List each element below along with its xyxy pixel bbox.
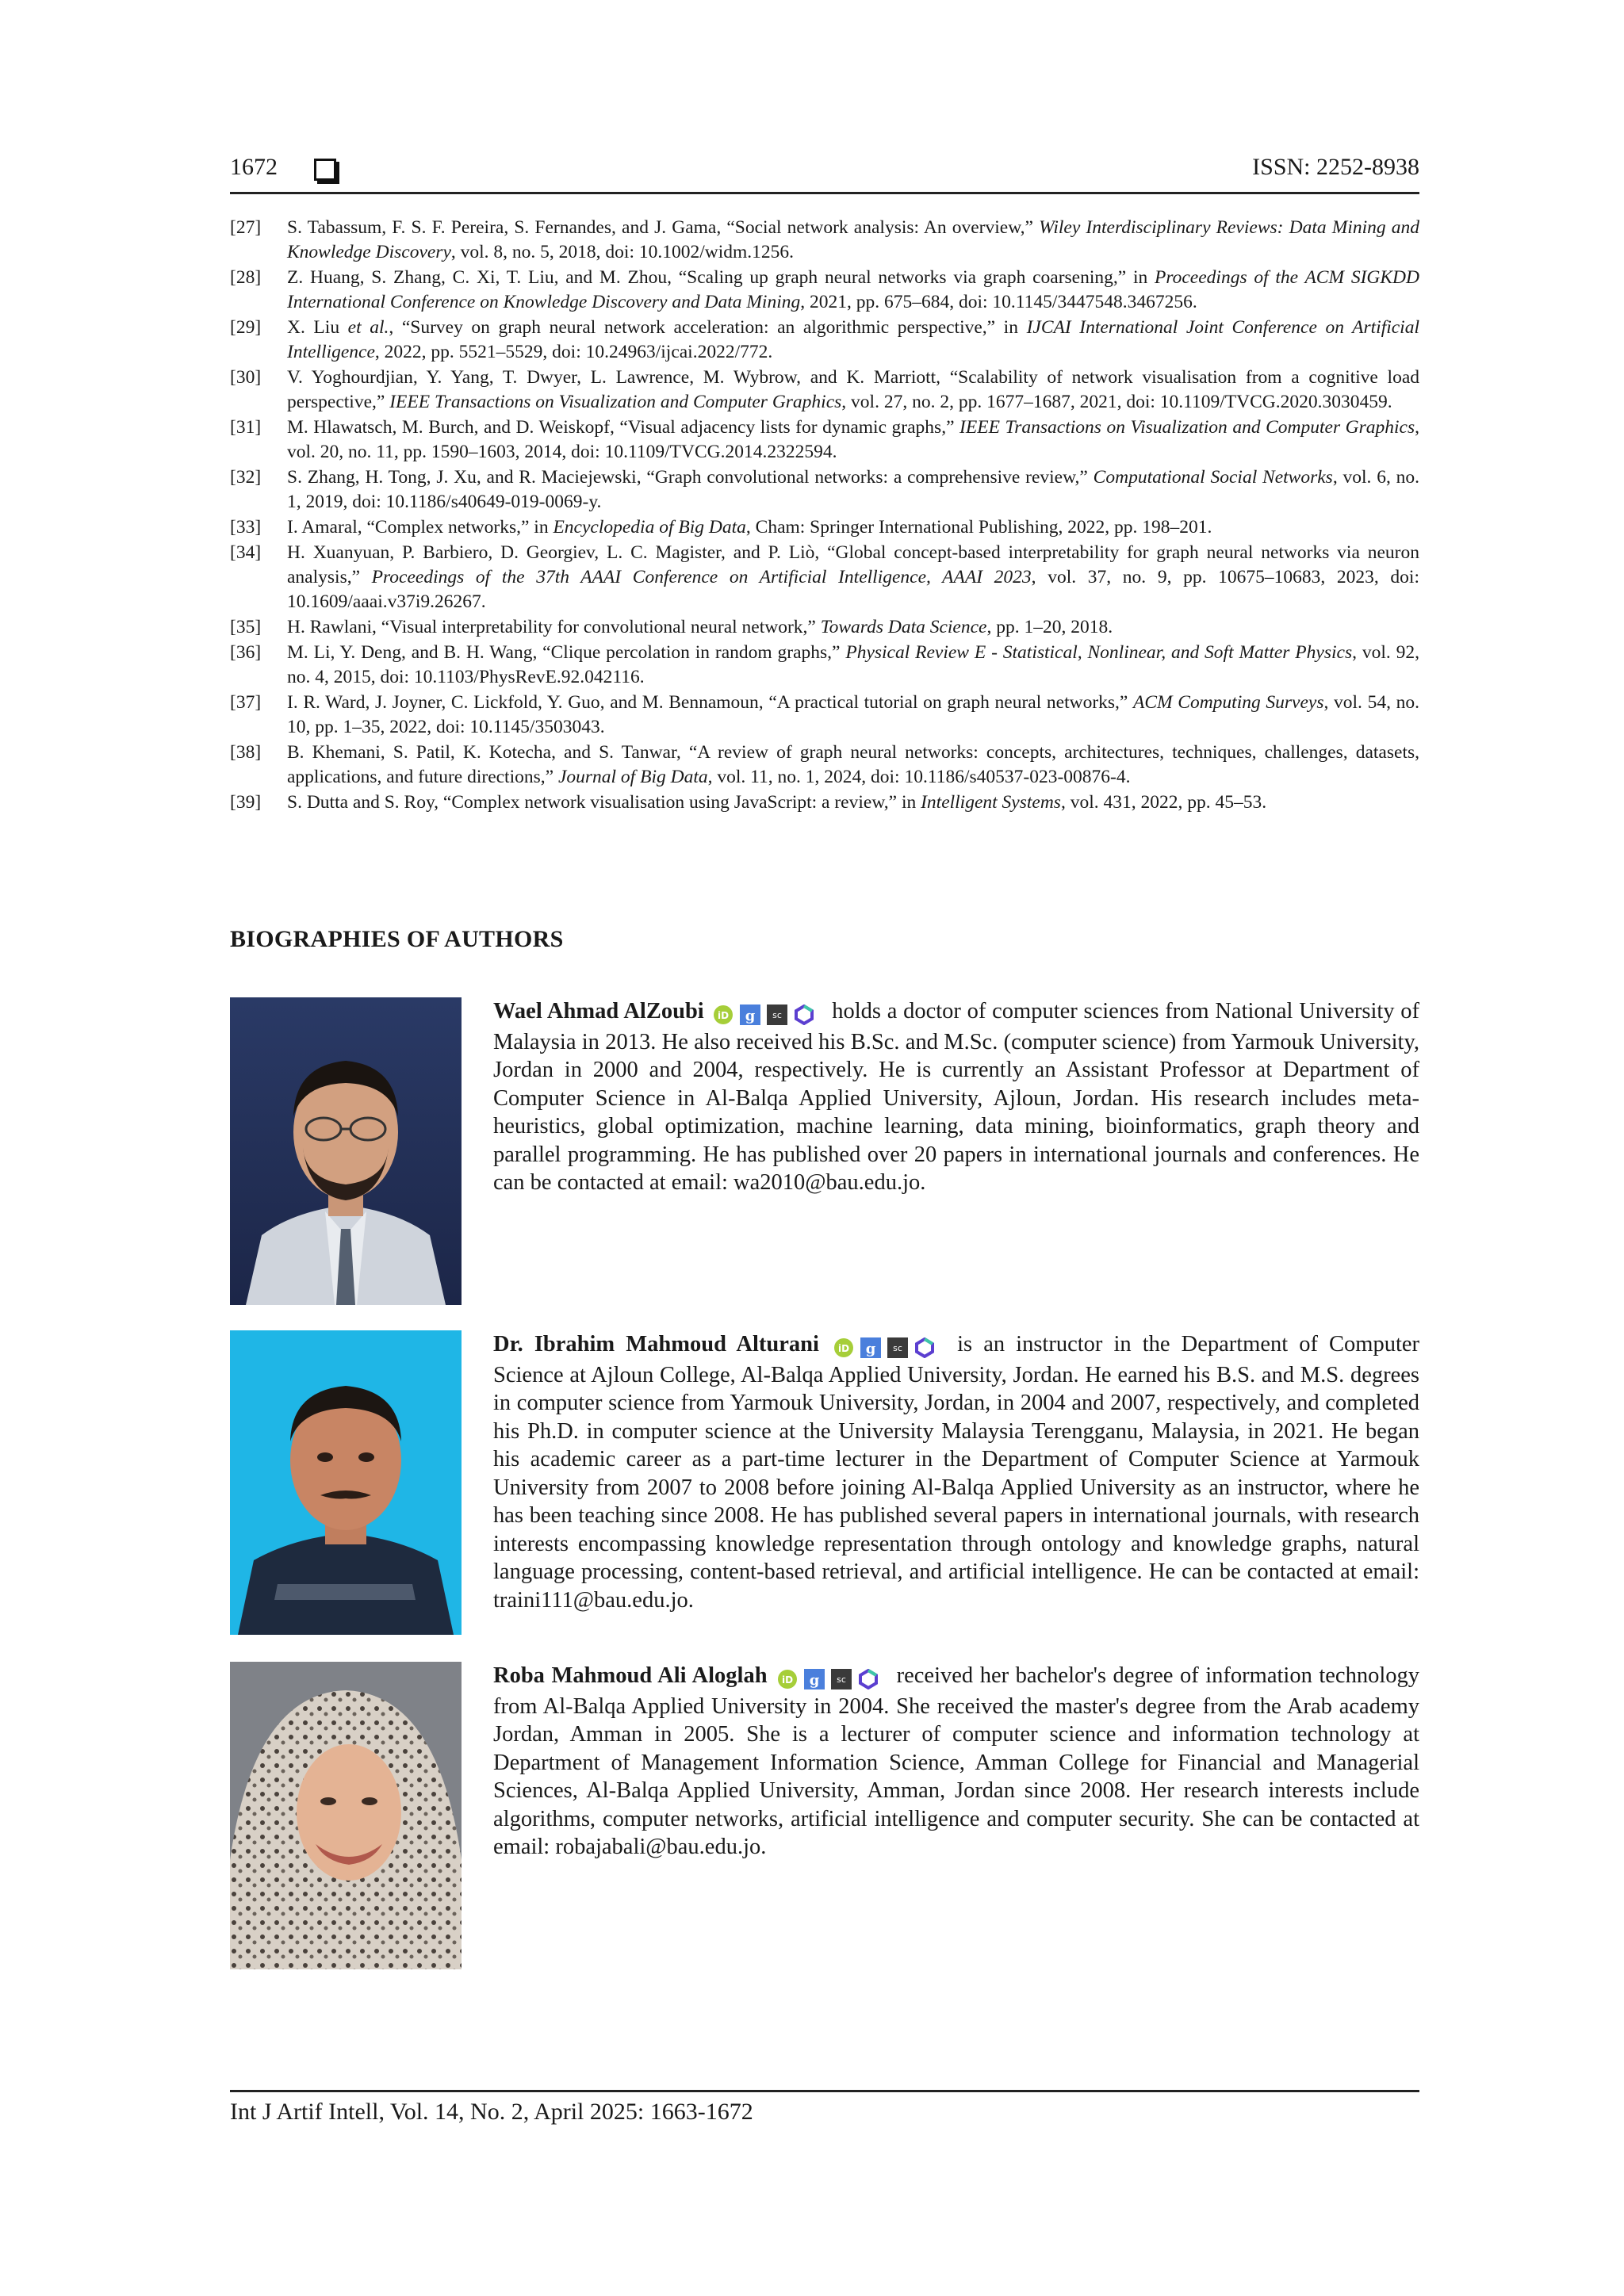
reference-text	[287, 216, 1419, 265]
reference-item	[230, 415, 1419, 465]
reference-text	[287, 415, 1419, 465]
reference-segment: , vol. 54, no. 10, pp. 1–35, 2022, doi: 10.1145/3503043.	[287, 692, 1419, 737]
reference-segment: , vol. 20, no. 11, pp. 1590–1603, 2014, doi: 10.1109/TVCG.2014.2322594.	[287, 417, 1419, 462]
reference-segment: , “Survey on graph neural network acceleration: an algorithmic perspective,” in	[389, 317, 1027, 338]
author-bio-body: is an instructor in the Department of Computer Science at Ajloun College, Al-Balqa Applied University, Jordan. He earned his B.S. and M.S. degrees in computer science from Yarmouk University, Jordan, in 2004 and 2007, respectively, and completed his Ph.D. in computer science at the University Malaysia Terengganu, Malaysia, in 2021. He began his academic career as a part-time lecturer in the Department of Computer Science at Yarmouk University from 2007 to 2008 before joining Al-Balqa Applied University as an instructor, where he has been teaching since 2008. He has published several papers in international journals, with research interests encompassing knowledge representation through ontology and knowledge graphs, natural language processing, content-based retrieval, and artificial intelligence. He can be contacted at email: traini111@bau.edu.jo.	[493, 1332, 1420, 1613]
profile-icons	[713, 1000, 821, 1028]
reference-list	[230, 216, 1419, 816]
scopus-icon[interactable]	[831, 1669, 852, 1689]
reference-number: [29]	[230, 317, 262, 338]
reference-item	[230, 541, 1419, 614]
author-name: Dr. Ibrahim Mahmoud Alturani	[493, 1332, 819, 1357]
reference-text	[287, 316, 1419, 365]
reference-number: [30]	[230, 367, 262, 388]
reference-item	[230, 691, 1419, 740]
reference-item	[230, 641, 1419, 690]
author-bio-text-2	[493, 1330, 1419, 1614]
reference-item	[230, 790, 1419, 815]
reference-venue: Wiley Interdisciplinary Reviews: Data Mining and Knowledge Discovery	[287, 217, 1419, 262]
reference-segment: X. Liu	[287, 317, 348, 338]
reference-text	[287, 465, 1419, 515]
author-photo-2	[230, 1330, 462, 1635]
reference-item	[230, 365, 1419, 415]
reference-segment: H. Rawlani, “Visual interpretability for convolutional neural network,”	[287, 617, 821, 637]
reference-segment: B. Khemani, S. Patil, K. Kotecha, and S. Tanwar, “A review of graph neural networks: concepts, architectures, techniques, challenges, datasets, applications, and future directions,”	[287, 742, 1419, 787]
page-number: 1672	[230, 154, 278, 180]
scopus-icon[interactable]	[767, 1004, 787, 1025]
reference-segment: , vol. 431, 2022, pp. 45–53.	[1060, 792, 1267, 813]
reference-number: [37]	[230, 692, 262, 713]
svg-text:sc: sc	[893, 1343, 902, 1354]
reference-segment: V. Yoghourdjian, Y. Yang, T. Dwyer, L. Lawrence, M. Wybrow, and K. Marriott, “Scalability of network visualisation from a cognitive load perspective,”	[287, 367, 1419, 412]
reference-segment: , Cham: Springer International Publishing, 2022, pp. 198–201.	[745, 517, 1212, 538]
reference-segment: , vol. 27, no. 2, pp. 1677–1687, 2021, doi: 10.1109/TVCG.2020.3030459.	[841, 392, 1392, 412]
footer-citation: Int J Artif Intell, Vol. 14, No. 2, April 2025: 1663-1672	[230, 2099, 753, 2125]
reference-item	[230, 515, 1419, 540]
reference-text	[287, 740, 1419, 790]
reference-text	[287, 615, 1419, 640]
reference-segment: S. Dutta and S. Roy, “Complex network visualisation using JavaScript: a review,” in	[287, 792, 921, 813]
reference-segment: M. Li, Y. Deng, and B. H. Wang, “Clique percolation in random graphs,”	[287, 642, 846, 663]
svg-text:g: g	[745, 1008, 756, 1025]
svg-text:iD: iD	[718, 1010, 730, 1022]
reference-venue: Journal of Big Data	[557, 767, 708, 787]
reference-segment: I. Amaral, “Complex networks,” in	[287, 517, 553, 538]
reference-segment: , 2021, pp. 675–684, doi: 10.1145/3447548.3467256.	[800, 292, 1197, 312]
reference-segment: Z. Huang, S. Zhang, C. Xi, T. Liu, and M. Zhou, “Scaling up graph neural networks via graph coarsening,” in	[287, 267, 1155, 288]
reference-text	[287, 365, 1419, 415]
reference-venue: Physical Review E - Statistical, Nonlinear, and Soft Matter Physics	[845, 642, 1353, 663]
reference-text	[287, 266, 1419, 315]
reference-segment: , pp. 1–20, 2018.	[986, 617, 1113, 637]
reference-segment: I. R. Ward, J. Joyner, C. Lickfold, Y. Guo, and M. Bennamoun, “A practical tutorial on graph neural networks,”	[287, 692, 1134, 713]
author-photo-1	[230, 997, 462, 1305]
author-photo-3	[230, 1662, 462, 1969]
reference-segment: , vol. 8, no. 5, 2018, doi: 10.1002/widm.1256.	[450, 242, 795, 262]
publons-icon[interactable]	[794, 1004, 814, 1025]
reference-venue: IJCAI International Joint Conference on Artificial Intelligence	[287, 317, 1419, 362]
google-scholar-icon[interactable]	[740, 1004, 760, 1025]
reference-segment: , 2022, pp. 5521–5529, doi: 10.24963/ijcai.2022/772.	[374, 342, 773, 362]
orcid-icon[interactable]	[777, 1669, 798, 1689]
svg-text:g: g	[865, 1341, 876, 1358]
reference-venue: Proceedings of the 37th AAAI Conference on Artificial Intelligence, AAAI 2023	[371, 567, 1032, 587]
reference-venue: IEEE Transactions on Visualization and Computer Graphics	[959, 417, 1415, 438]
svg-text:iD: iD	[837, 1343, 850, 1355]
reference-venue: Intelligent Systems	[921, 792, 1061, 813]
issn: ISSN: 2252-8938	[1252, 154, 1419, 180]
publons-icon[interactable]	[914, 1337, 935, 1358]
reference-text	[287, 691, 1419, 740]
profile-icons	[777, 1664, 885, 1693]
reference-segment: , vol. 37, no. 9, pp. 10675–10683, 2023, doi: 10.1609/aaai.v37i9.26267.	[287, 567, 1419, 612]
reference-segment: S. Zhang, H. Tong, J. Xu, and R. Maciejewski, “Graph convolutional networks: a comprehensive review,”	[287, 467, 1094, 488]
google-scholar-icon[interactable]	[804, 1669, 825, 1689]
biographies-heading: BIOGRAPHIES OF AUTHORS	[230, 926, 564, 952]
reference-venue: ACM Computing Surveys	[1133, 692, 1324, 713]
page-header	[230, 152, 1419, 194]
reference-number: [38]	[230, 742, 262, 763]
reference-venue: et al.	[347, 317, 389, 338]
box-bullet-icon	[314, 159, 336, 181]
author-bio-body: holds a doctor of computer sciences from National University of Malaysia in 2013. He also received his B.Sc. and M.Sc. (computer science) from Yarmouk University, Jordan in 2000 and 2004, respectively. He is currently an Assistant Professor at Department of Computer Science in Al-Balqa Applied University, Ajloun, Jordan. His research includes meta-heuristics, global optimization, machine learning, data mining, bioinformatics, graph theory and parallel programming. He has published over 20 papers in international journals and conferences. He can be contacted at email: wa2010@bau.edu.jo.	[493, 999, 1420, 1195]
reference-item	[230, 740, 1419, 790]
reference-segment: H. Xuanyuan, P. Barbiero, D. Georgiev, L. C. Magister, and P. Liò, “Global concept-based interpretability for graph neural networks via neuron analysis,”	[287, 542, 1419, 587]
reference-item	[230, 615, 1419, 640]
orcid-icon[interactable]	[833, 1337, 854, 1358]
reference-venue: Computational Social Networks	[1093, 467, 1333, 488]
reference-text	[287, 541, 1419, 614]
reference-number: [28]	[230, 267, 262, 288]
author-bio-text-3	[493, 1662, 1419, 1862]
reference-item	[230, 216, 1419, 265]
reference-number: [32]	[230, 467, 262, 488]
profile-icons	[833, 1333, 941, 1361]
scopus-icon[interactable]	[887, 1337, 908, 1358]
publons-icon[interactable]	[858, 1669, 879, 1689]
reference-venue: Proceedings of the ACM SIGKDD International Conference on Knowledge Discovery and Data Mining	[287, 267, 1419, 312]
svg-text:g: g	[809, 1672, 820, 1689]
author-name: Roba Mahmoud Ali Aloglah	[493, 1663, 768, 1688]
reference-number: [31]	[230, 417, 262, 438]
reference-segment: , vol. 6, no. 1, 2019, doi: 10.1186/s40649-019-0069-y.	[287, 467, 1420, 512]
author-bio-text-1	[493, 997, 1419, 1197]
reference-number: [27]	[230, 217, 262, 238]
orcid-icon[interactable]	[713, 1004, 733, 1025]
reference-text	[287, 641, 1419, 690]
reference-number: [35]	[230, 617, 262, 637]
reference-venue: Towards Data Science	[820, 617, 987, 637]
author-bio-body: received her bachelor's degree of information technology from Al-Balqa Applied University in 2004. She received the master's degree from the Arab academy Jordan, Amman in 2005. She is a lecturer of computer science and information technology at Department of Management Information Science, Amman College for Financial and Managerial Sciences, Al-Balqa Applied University, Amman, Jordan since 2008. Her research interests include algorithms, computer networks, artificial intelligence and computer security. She can be contacted at email: robajabali@bau.edu.jo.	[493, 1663, 1419, 1859]
google-scholar-icon[interactable]	[860, 1337, 881, 1358]
reference-item	[230, 316, 1419, 365]
reference-venue: IEEE Transactions on Visualization and Computer Graphics	[389, 392, 842, 412]
author-name: Wael Ahmad AlZoubi	[493, 999, 704, 1024]
reference-venue: Encyclopedia of Big Data	[553, 517, 746, 538]
reference-number: [34]	[230, 542, 262, 563]
svg-text:sc: sc	[772, 1010, 783, 1021]
reference-text	[287, 515, 1419, 540]
reference-number: [36]	[230, 642, 262, 663]
reference-number: [33]	[230, 517, 262, 538]
svg-text:sc: sc	[837, 1674, 846, 1686]
reference-segment: , vol. 11, no. 1, 2024, doi: 10.1186/s40537-023-00876-4.	[707, 767, 1131, 787]
svg-text:iD: iD	[782, 1674, 794, 1686]
reference-segment: M. Hlawatsch, M. Burch, and D. Weiskopf, “Visual adjacency lists for dynamic graphs,”	[287, 417, 960, 438]
reference-number: [39]	[230, 792, 262, 813]
reference-item	[230, 266, 1419, 315]
reference-text	[287, 790, 1419, 815]
reference-segment: S. Tabassum, F. S. F. Pereira, S. Fernandes, and J. Gama, “Social network analysis: An overview,”	[287, 217, 1040, 238]
reference-segment: , vol. 92, no. 4, 2015, doi: 10.1103/PhysRevE.92.042116.	[287, 642, 1419, 687]
page-footer	[230, 2090, 1419, 2126]
reference-item	[230, 465, 1419, 515]
